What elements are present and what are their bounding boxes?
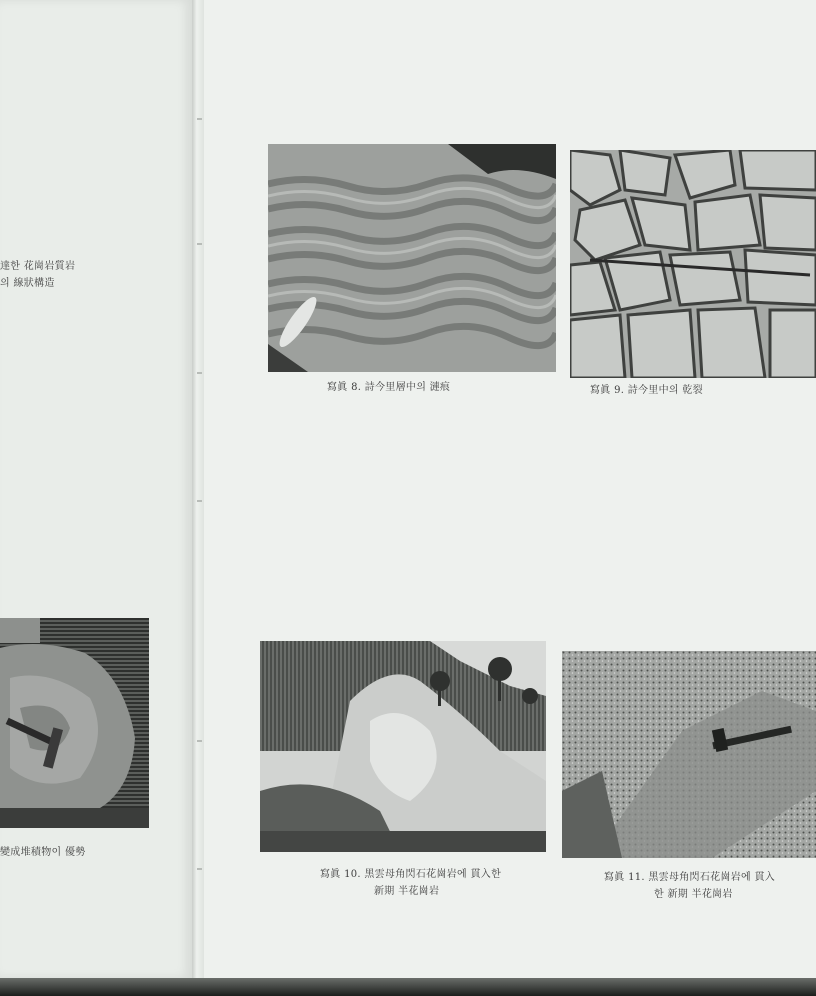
binding-stitch <box>197 372 202 374</box>
book-gutter <box>192 0 204 978</box>
binding-stitch <box>197 118 202 120</box>
left-caption-top-line2: 의 線狀構造 <box>0 278 55 289</box>
photo-10-granite-outcrop <box>260 641 546 852</box>
photo-9-mud-cracks <box>570 150 816 378</box>
binding-stitch <box>197 500 202 502</box>
scan-bottom-edge <box>0 978 816 996</box>
binding-stitch <box>197 740 202 742</box>
photo-10-caption-line1: 寫眞 10. 黑雲母角閃石花崗岩에 貫入한 <box>320 869 502 880</box>
left-page <box>0 0 192 978</box>
photo-8-ripple-marks <box>268 144 556 372</box>
binding-stitch <box>197 243 202 245</box>
photo-9-caption: 寫眞 9. 詩今里中의 乾裂 <box>590 385 703 396</box>
photo-11-granite-hammer <box>562 651 816 858</box>
left-caption-top-line1: 達한 花崗岩質岩 <box>0 261 76 272</box>
binding-stitch <box>197 868 202 870</box>
photo-11-caption-line1: 寫眞 11. 黑雲母角閃石花崗岩에 貫入 <box>604 872 776 883</box>
left-caption-bottom: 變成堆積物이 優勢 <box>0 847 86 858</box>
photo-10-caption-line2: 新期 半花崗岩 <box>374 886 440 897</box>
photo-7-boulder <box>0 618 149 828</box>
photo-8-caption: 寫眞 8. 詩今里層中의 漣痕 <box>327 382 451 393</box>
photo-11-caption-line2: 한 新期 半花崗岩 <box>654 889 733 900</box>
